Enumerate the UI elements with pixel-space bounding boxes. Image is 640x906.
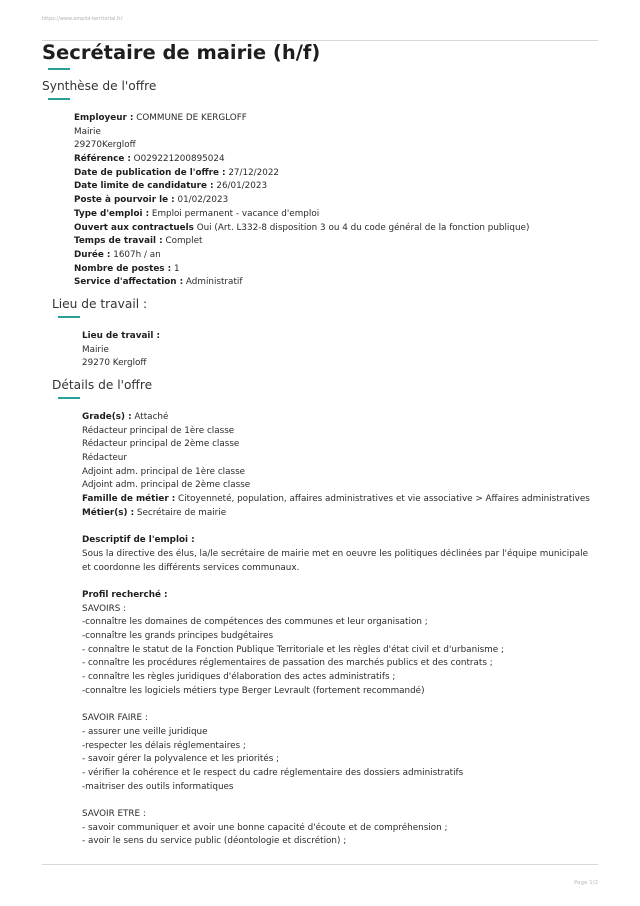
savoir-etre-item: - savoir communiquer et avoir une bonne capacité d'écoute et de compréhension ; xyxy=(82,822,448,833)
field-duree: Durée : 1607h / an xyxy=(74,249,161,260)
field-date-publication: Date de publication de l'offre : 27/12/2022 xyxy=(74,167,280,178)
grade-item: Adjoint adm. principal de 1ère classe xyxy=(82,466,246,477)
grade-row: Grade(s) : Attaché xyxy=(82,412,169,422)
title-accent-bar xyxy=(48,68,70,70)
details-accent-bar xyxy=(58,397,80,399)
descriptif-line: et coordonne les différents services communaux. xyxy=(82,562,300,573)
section-title-details: Détails de l'offre xyxy=(52,378,153,392)
section-title-lieu: Lieu de travail : xyxy=(52,297,148,311)
famille-row: Famille de métier : Citoyenneté, population, affaires administratives et vie associative > Affaires administratives xyxy=(82,494,590,505)
savoir-faire-item: - vérifier la cohérence et le respect du cadre réglementaire des dossiers administratifs xyxy=(82,767,464,778)
field-contractuels: Ouvert aux contractuels Oui (Art. L332-8 disposition 3 ou 4 du code général de la fonction publique) xyxy=(74,222,530,233)
profil-label: Profil recherché : xyxy=(82,589,168,600)
page-url: https://www.emploi-territorial.fr/ xyxy=(42,16,123,22)
savoirs-item: - connaître les procédures réglementaires de passation des marchés publics et des contrats ; xyxy=(82,658,493,669)
page-number: Page 1/2 xyxy=(574,880,598,886)
savoirs-heading: SAVOIRS : xyxy=(82,603,127,614)
grade-item: Rédacteur principal de 1ère classe xyxy=(82,425,235,436)
savoirs-item: -connaître les domaines de compétences des communes et leur organisation ; xyxy=(82,617,428,628)
savoir-etre-heading: SAVOIR ETRE : xyxy=(82,808,146,819)
savoir-faire-item: -maitriser des outils informatiques xyxy=(82,781,234,792)
savoirs-item: -connaître les grands principes budgétaires xyxy=(82,631,274,641)
grade-item: Rédacteur principal de 2ème classe xyxy=(82,439,240,450)
savoirs-item: - connaître le statut de la Fonction Publique Territoriale et les règles d'état civil et d'urbanisme ; xyxy=(82,644,504,655)
field-poste-a-pourvoir: Poste à pourvoir le : 01/02/2023 xyxy=(74,195,229,206)
bottom-divider xyxy=(42,864,598,865)
grade-item: Adjoint adm. principal de 2ème classe xyxy=(82,480,251,491)
section-title-synthese: Synthèse de l'offre xyxy=(42,79,157,93)
lieu-line: Mairie xyxy=(82,344,109,355)
field-type-emploi: Type d'emploi : Emploi permanent - vacance d'emploi xyxy=(74,208,320,219)
employer-row: Employeur : COMMUNE DE KERGLOFF xyxy=(74,113,247,123)
employer-line: 29270Kergloff xyxy=(74,140,136,151)
employer-line: Mairie xyxy=(74,126,101,137)
job-title: Secrétaire de mairie (h/f) xyxy=(42,41,321,64)
metier-row: Métier(s) : Secrétaire de mairie xyxy=(82,507,227,518)
lieu-line: 29270 Kergloff xyxy=(82,358,147,369)
synthese-block xyxy=(74,112,529,290)
savoirs-item: - connaître les règles juridiques d'élaboration des actes administratifs ; xyxy=(82,672,396,683)
savoir-faire-item: -respecter les délais réglementaires ; xyxy=(82,740,246,751)
savoir-etre-item: - avoir le sens du service public (déontologie et discrétion) ; xyxy=(82,836,347,847)
field-nombre-postes: Nombre de postes : 1 xyxy=(74,263,180,274)
savoir-faire-item: - savoir gérer la polyvalence et les priorités ; xyxy=(82,754,280,765)
details-block xyxy=(82,411,590,849)
descriptif-label: Descriptif de l'emploi : xyxy=(82,535,195,546)
synthese-accent-bar xyxy=(48,98,70,100)
field-reference: Référence : O029221200895024 xyxy=(74,154,225,165)
savoir-faire-item: - assurer une veille juridique xyxy=(82,726,208,737)
lieu-accent-bar xyxy=(58,316,80,318)
lieu-label: Lieu de travail : xyxy=(82,331,160,341)
grade-item: Rédacteur xyxy=(82,453,127,464)
field-service: Service d'affectation : Administratif xyxy=(74,277,243,288)
savoirs-item: -connaître les logiciels métiers type Berger Levrault (fortement recommandé) xyxy=(82,685,425,696)
savoir-faire-heading: SAVOIR FAIRE : xyxy=(82,713,148,724)
descriptif-line: Sous la directive des élus, la/le secrétaire de mairie met en oeuvre les politiques déclinées par l'équipe municipale xyxy=(82,548,589,559)
field-date-limite: Date limite de candidature : 26/01/2023 xyxy=(74,181,268,192)
lieu-block xyxy=(82,330,160,371)
field-temps-travail: Temps de travail : Complet xyxy=(74,236,203,247)
